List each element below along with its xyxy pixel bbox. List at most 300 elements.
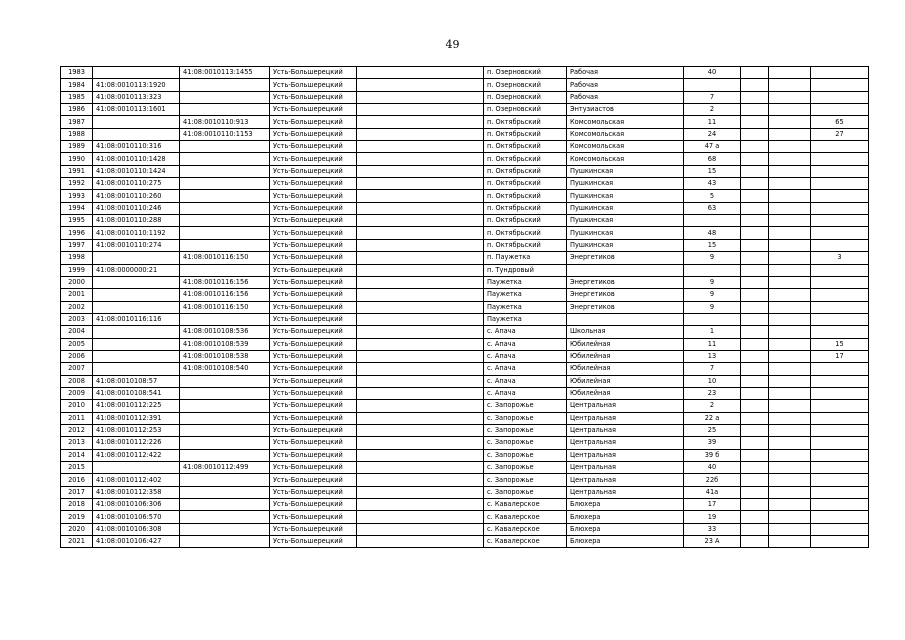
- cell-col-i: [741, 276, 769, 288]
- cell-text: с. Апача: [487, 327, 516, 336]
- cell-house-number: [684, 326, 741, 338]
- cell-row-number: [61, 400, 93, 412]
- cell-blank: [357, 276, 484, 288]
- cell-street: [567, 424, 684, 436]
- cell-cadastral-number-alt: [180, 276, 270, 288]
- cell-blank: [357, 462, 484, 474]
- cell-cadastral-number-alt: [180, 449, 270, 461]
- cell-settlement: [484, 239, 567, 251]
- cell-blank: [357, 202, 484, 214]
- cell-text: 41:08:0010106:306: [96, 500, 162, 509]
- cell-text: 3: [837, 253, 842, 262]
- cell-col-j: [769, 239, 811, 251]
- table-row: [61, 313, 869, 325]
- cell-house-number: [684, 153, 741, 165]
- table-row: [61, 301, 869, 313]
- cell-text: п. Озерновский: [487, 80, 541, 89]
- cell-cadastral-number: [93, 486, 180, 498]
- cell-district: [270, 499, 357, 511]
- cell-text: Энергетиков: [570, 302, 615, 311]
- cell-row-number: [61, 387, 93, 399]
- cell-street: [567, 79, 684, 91]
- table-row: [61, 350, 869, 362]
- cell-text: 2: [709, 401, 715, 410]
- cell-text: 41:08:0010113:1920: [96, 80, 166, 89]
- cell-text: 39 б: [704, 450, 720, 459]
- cell-district: [270, 239, 357, 251]
- cell-text: 41:08:0010108:536: [183, 327, 249, 336]
- cell-col-j: [769, 363, 811, 375]
- cell-col-j: [769, 104, 811, 116]
- cell-blank: [357, 215, 484, 227]
- table-row: [61, 462, 869, 474]
- cell-district: [270, 449, 357, 461]
- cell-house-number: [684, 474, 741, 486]
- cell-text: п. Октябрьский: [487, 129, 541, 138]
- cell-row-number: [61, 264, 93, 276]
- cell-text: Комсомольская: [570, 142, 625, 151]
- cell-text: 41:08:0010108:541: [96, 389, 162, 398]
- cell-text: Усть-Большерецкий: [273, 364, 343, 373]
- cell-row-number: [61, 536, 93, 548]
- cell-house-number: [684, 67, 741, 79]
- cell-col-j: [769, 511, 811, 523]
- cell-text: 19: [707, 512, 717, 521]
- cell-col-i: [741, 116, 769, 128]
- cell-text: 41:08:0010113:1455: [183, 68, 253, 77]
- cell-col-k: [811, 338, 869, 350]
- cell-cadastral-number: [93, 387, 180, 399]
- cell-row-number: [61, 79, 93, 91]
- cell-district: [270, 424, 357, 436]
- cell-street: [567, 215, 684, 227]
- cell-text: 41:08:0010110:275: [96, 179, 162, 188]
- cell-settlement: [484, 486, 567, 498]
- cell-cadastral-number: [93, 523, 180, 535]
- cell-col-i: [741, 437, 769, 449]
- cell-settlement: [484, 153, 567, 165]
- cell-text: 1991: [68, 166, 85, 175]
- cell-col-i: [741, 511, 769, 523]
- cell-cadastral-number-alt: [180, 79, 270, 91]
- cell-text: 23 А: [704, 537, 720, 546]
- cell-text: 2014: [68, 450, 85, 459]
- cell-street: [567, 252, 684, 264]
- cell-cadastral-number: [93, 289, 180, 301]
- cell-text: 41:08:0010110:1153: [183, 129, 253, 138]
- cell-text: с. Апача: [487, 389, 516, 398]
- cell-col-j: [769, 215, 811, 227]
- cell-house-number: [684, 536, 741, 548]
- cell-text: с. Запорожье: [487, 401, 534, 410]
- table-row: [61, 128, 869, 140]
- cell-settlement: [484, 104, 567, 116]
- cell-cadastral-number-alt: [180, 412, 270, 424]
- cell-col-i: [741, 202, 769, 214]
- cell-col-k: [811, 499, 869, 511]
- cell-col-i: [741, 400, 769, 412]
- cell-text: 65: [835, 117, 844, 126]
- cell-blank: [357, 227, 484, 239]
- cell-text: Пушкинская: [570, 166, 614, 175]
- table-row: [61, 486, 869, 498]
- cell-settlement: [484, 424, 567, 436]
- cell-street: [567, 301, 684, 313]
- cell-text: 22 а: [704, 413, 720, 422]
- table-body: [61, 67, 869, 548]
- cell-text: Блюхера: [570, 537, 601, 546]
- cell-text: 41:08:0000000:21: [96, 265, 158, 274]
- cell-text: п. Октябрьский: [487, 228, 541, 237]
- cell-cadastral-number-alt: [180, 437, 270, 449]
- cell-text: 41:08:0010110:288: [96, 216, 162, 225]
- table-row: [61, 499, 869, 511]
- cell-blank: [357, 153, 484, 165]
- cell-text: Комсомольская: [570, 154, 625, 163]
- cell-row-number: [61, 165, 93, 177]
- cell-col-k: [811, 252, 869, 264]
- cell-text: п. Озерновский: [487, 68, 541, 77]
- cell-text: 7: [709, 364, 715, 373]
- cell-text: 47 а: [704, 142, 720, 151]
- cell-cadastral-number-alt: [180, 289, 270, 301]
- cell-text: Комсомольская: [570, 129, 625, 138]
- cell-text: Центральная: [570, 463, 616, 472]
- cell-house-number: [684, 375, 741, 387]
- cell-house-number: [684, 523, 741, 535]
- cell-cadastral-number: [93, 91, 180, 103]
- cell-house-number: [684, 141, 741, 153]
- table-row: [61, 79, 869, 91]
- cell-cadastral-number-alt: [180, 363, 270, 375]
- cell-col-k: [811, 116, 869, 128]
- cell-house-number: [684, 424, 741, 436]
- cell-col-i: [741, 239, 769, 251]
- cell-district: [270, 79, 357, 91]
- cell-text: п. Октябрьский: [487, 240, 541, 249]
- cell-blank: [357, 165, 484, 177]
- cell-blank: [357, 301, 484, 313]
- cell-cadastral-number: [93, 350, 180, 362]
- cell-text: 63: [707, 203, 717, 212]
- cell-cadastral-number: [93, 363, 180, 375]
- cell-col-k: [811, 79, 869, 91]
- cell-street: [567, 313, 684, 325]
- cell-text: Центральная: [570, 426, 616, 435]
- cell-district: [270, 412, 357, 424]
- cell-col-i: [741, 104, 769, 116]
- cell-blank: [357, 449, 484, 461]
- cell-settlement: [484, 79, 567, 91]
- table-row: [61, 276, 869, 288]
- cell-text: 41:08:0010112:253: [96, 426, 162, 435]
- cell-col-k: [811, 424, 869, 436]
- cell-district: [270, 400, 357, 412]
- cell-text: 2001: [68, 290, 85, 299]
- cell-text: Рабочая: [570, 92, 599, 101]
- cell-street: [567, 239, 684, 251]
- cell-house-number: [684, 116, 741, 128]
- table-row: [61, 511, 869, 523]
- cell-street: [567, 202, 684, 214]
- cell-cadastral-number: [93, 338, 180, 350]
- cell-district: [270, 462, 357, 474]
- cell-col-k: [811, 202, 869, 214]
- cell-blank: [357, 375, 484, 387]
- cell-settlement: [484, 412, 567, 424]
- cell-text: Усть-Большерецкий: [273, 179, 343, 188]
- cell-col-j: [769, 387, 811, 399]
- cell-text: 41:08:0010116:150: [183, 302, 249, 311]
- cell-blank: [357, 424, 484, 436]
- cell-cadastral-number: [93, 116, 180, 128]
- cell-cadastral-number: [93, 252, 180, 264]
- cell-row-number: [61, 412, 93, 424]
- cell-text: 1994: [68, 203, 85, 212]
- cell-district: [270, 227, 357, 239]
- cell-text: 1999: [68, 265, 85, 274]
- cell-blank: [357, 523, 484, 535]
- cell-col-i: [741, 91, 769, 103]
- cell-house-number: [684, 289, 741, 301]
- cell-text: Усть-Большерецкий: [273, 537, 343, 546]
- cell-cadastral-number-alt: [180, 67, 270, 79]
- cell-district: [270, 67, 357, 79]
- cell-cadastral-number: [93, 264, 180, 276]
- cell-house-number: [684, 412, 741, 424]
- cell-house-number: [684, 104, 741, 116]
- cell-row-number: [61, 202, 93, 214]
- cell-house-number: [684, 400, 741, 412]
- cell-cadastral-number: [93, 301, 180, 313]
- cell-row-number: [61, 486, 93, 498]
- cell-text: 41:08:0010112:422: [96, 450, 162, 459]
- cell-col-j: [769, 67, 811, 79]
- cell-text: 33: [707, 524, 717, 533]
- cell-house-number: [684, 91, 741, 103]
- table-row: [61, 91, 869, 103]
- address-register-table: [60, 66, 869, 548]
- table-row: [61, 424, 869, 436]
- cell-text: 41:08:0010116:156: [183, 290, 249, 299]
- cell-cadastral-number-alt: [180, 486, 270, 498]
- cell-text: 2021: [68, 537, 85, 546]
- table-row: [61, 375, 869, 387]
- cell-text: 40: [707, 463, 717, 472]
- cell-settlement: [484, 116, 567, 128]
- cell-house-number: [684, 301, 741, 313]
- cell-col-j: [769, 153, 811, 165]
- cell-house-number: [684, 215, 741, 227]
- cell-street: [567, 178, 684, 190]
- cell-col-j: [769, 412, 811, 424]
- cell-text: 2013: [68, 438, 85, 447]
- table-row: [61, 474, 869, 486]
- cell-col-i: [741, 215, 769, 227]
- cell-house-number: [684, 437, 741, 449]
- table-row: [61, 239, 869, 251]
- cell-col-j: [769, 462, 811, 474]
- cell-text: 1990: [68, 154, 85, 163]
- table-row: [61, 67, 869, 79]
- cell-cadastral-number-alt: [180, 375, 270, 387]
- cell-settlement: [484, 375, 567, 387]
- cell-district: [270, 116, 357, 128]
- cell-cadastral-number: [93, 128, 180, 140]
- cell-row-number: [61, 363, 93, 375]
- cell-text: Усть-Большерецкий: [273, 92, 343, 101]
- cell-cadastral-number-alt: [180, 215, 270, 227]
- cell-settlement: [484, 536, 567, 548]
- cell-cadastral-number-alt: [180, 202, 270, 214]
- table-row: [61, 190, 869, 202]
- cell-row-number: [61, 462, 93, 474]
- cell-text: с. Запорожье: [487, 463, 534, 472]
- cell-col-k: [811, 289, 869, 301]
- cell-text: Пушкинская: [570, 216, 614, 225]
- cell-district: [270, 313, 357, 325]
- cell-settlement: [484, 350, 567, 362]
- cell-text: 11: [707, 339, 717, 348]
- cell-col-k: [811, 264, 869, 276]
- cell-text: Усть-Большерецкий: [273, 142, 343, 151]
- cell-text: 40: [707, 68, 717, 77]
- cell-blank: [357, 350, 484, 362]
- cell-district: [270, 387, 357, 399]
- cell-settlement: [484, 523, 567, 535]
- cell-text: Усть-Большерецкий: [273, 191, 343, 200]
- cell-row-number: [61, 313, 93, 325]
- cell-text: Усть-Большерецкий: [273, 129, 343, 138]
- cell-district: [270, 141, 357, 153]
- cell-col-k: [811, 449, 869, 461]
- cell-col-i: [741, 326, 769, 338]
- cell-text: 1993: [68, 191, 85, 200]
- cell-col-i: [741, 153, 769, 165]
- cell-street: [567, 363, 684, 375]
- cell-text: Юбилейная: [570, 339, 611, 348]
- cell-col-j: [769, 499, 811, 511]
- cell-col-i: [741, 474, 769, 486]
- cell-settlement: [484, 264, 567, 276]
- cell-col-i: [741, 67, 769, 79]
- cell-blank: [357, 363, 484, 375]
- cell-text: 2015: [68, 463, 85, 472]
- cell-col-j: [769, 536, 811, 548]
- cell-street: [567, 116, 684, 128]
- cell-cadastral-number: [93, 313, 180, 325]
- cell-text: 41:08:0010110:316: [96, 142, 162, 151]
- cell-blank: [357, 338, 484, 350]
- cell-text: Блюхера: [570, 524, 601, 533]
- cell-street: [567, 350, 684, 362]
- cell-col-i: [741, 412, 769, 424]
- cell-blank: [357, 141, 484, 153]
- cell-text: 2006: [68, 352, 85, 361]
- cell-text: Усть-Большерецкий: [273, 216, 343, 225]
- cell-text: 2: [709, 105, 715, 114]
- cell-text: п. Октябрьский: [487, 166, 541, 175]
- cell-text: Усть-Большерецкий: [273, 240, 343, 249]
- cell-col-j: [769, 326, 811, 338]
- cell-text: 41:08:0010110:1192: [96, 228, 166, 237]
- cell-text: Усть-Большерецкий: [273, 463, 343, 472]
- table-row: [61, 289, 869, 301]
- cell-text: п. Тундровый: [487, 265, 534, 274]
- cell-district: [270, 350, 357, 362]
- cell-blank: [357, 239, 484, 251]
- cell-cadastral-number: [93, 449, 180, 461]
- cell-street: [567, 400, 684, 412]
- cell-row-number: [61, 289, 93, 301]
- cell-text: 11: [707, 117, 717, 126]
- cell-col-j: [769, 91, 811, 103]
- cell-text: 2010: [68, 401, 85, 410]
- cell-blank: [357, 104, 484, 116]
- table-row: [61, 252, 869, 264]
- cell-col-i: [741, 190, 769, 202]
- cell-blank: [357, 400, 484, 412]
- cell-row-number: [61, 511, 93, 523]
- cell-street: [567, 264, 684, 276]
- cell-house-number: [684, 227, 741, 239]
- cell-text: 2019: [68, 512, 85, 521]
- cell-col-i: [741, 313, 769, 325]
- table-row: [61, 104, 869, 116]
- cell-col-i: [741, 289, 769, 301]
- cell-row-number: [61, 239, 93, 251]
- cell-text: Усть-Большерецкий: [273, 512, 343, 521]
- cell-blank: [357, 536, 484, 548]
- cell-cadastral-number-alt: [180, 190, 270, 202]
- cell-row-number: [61, 350, 93, 362]
- cell-blank: [357, 486, 484, 498]
- cell-col-k: [811, 313, 869, 325]
- cell-col-k: [811, 128, 869, 140]
- cell-col-j: [769, 474, 811, 486]
- cell-text: п. Октябрьский: [487, 179, 541, 188]
- cell-blank: [357, 178, 484, 190]
- cell-district: [270, 536, 357, 548]
- cell-cadastral-number-alt: [180, 338, 270, 350]
- cell-district: [270, 486, 357, 498]
- cell-text: 41:08:0010116:150: [183, 253, 249, 262]
- cell-col-k: [811, 227, 869, 239]
- cell-text: 68: [707, 154, 717, 163]
- cell-text: 27: [835, 129, 844, 138]
- cell-text: 41:08:0010106:570: [96, 512, 162, 521]
- cell-district: [270, 301, 357, 313]
- cell-cadastral-number: [93, 437, 180, 449]
- cell-col-i: [741, 79, 769, 91]
- cell-col-i: [741, 264, 769, 276]
- cell-district: [270, 252, 357, 264]
- cell-cadastral-number: [93, 215, 180, 227]
- cell-row-number: [61, 128, 93, 140]
- cell-text: с. Апача: [487, 352, 516, 361]
- cell-row-number: [61, 474, 93, 486]
- cell-cadastral-number-alt: [180, 116, 270, 128]
- cell-text: 41:08:0010110:913: [183, 117, 249, 126]
- cell-settlement: [484, 289, 567, 301]
- cell-house-number: [684, 178, 741, 190]
- cell-col-j: [769, 141, 811, 153]
- cell-settlement: [484, 67, 567, 79]
- cell-row-number: [61, 375, 93, 387]
- cell-street: [567, 511, 684, 523]
- cell-blank: [357, 116, 484, 128]
- cell-house-number: [684, 462, 741, 474]
